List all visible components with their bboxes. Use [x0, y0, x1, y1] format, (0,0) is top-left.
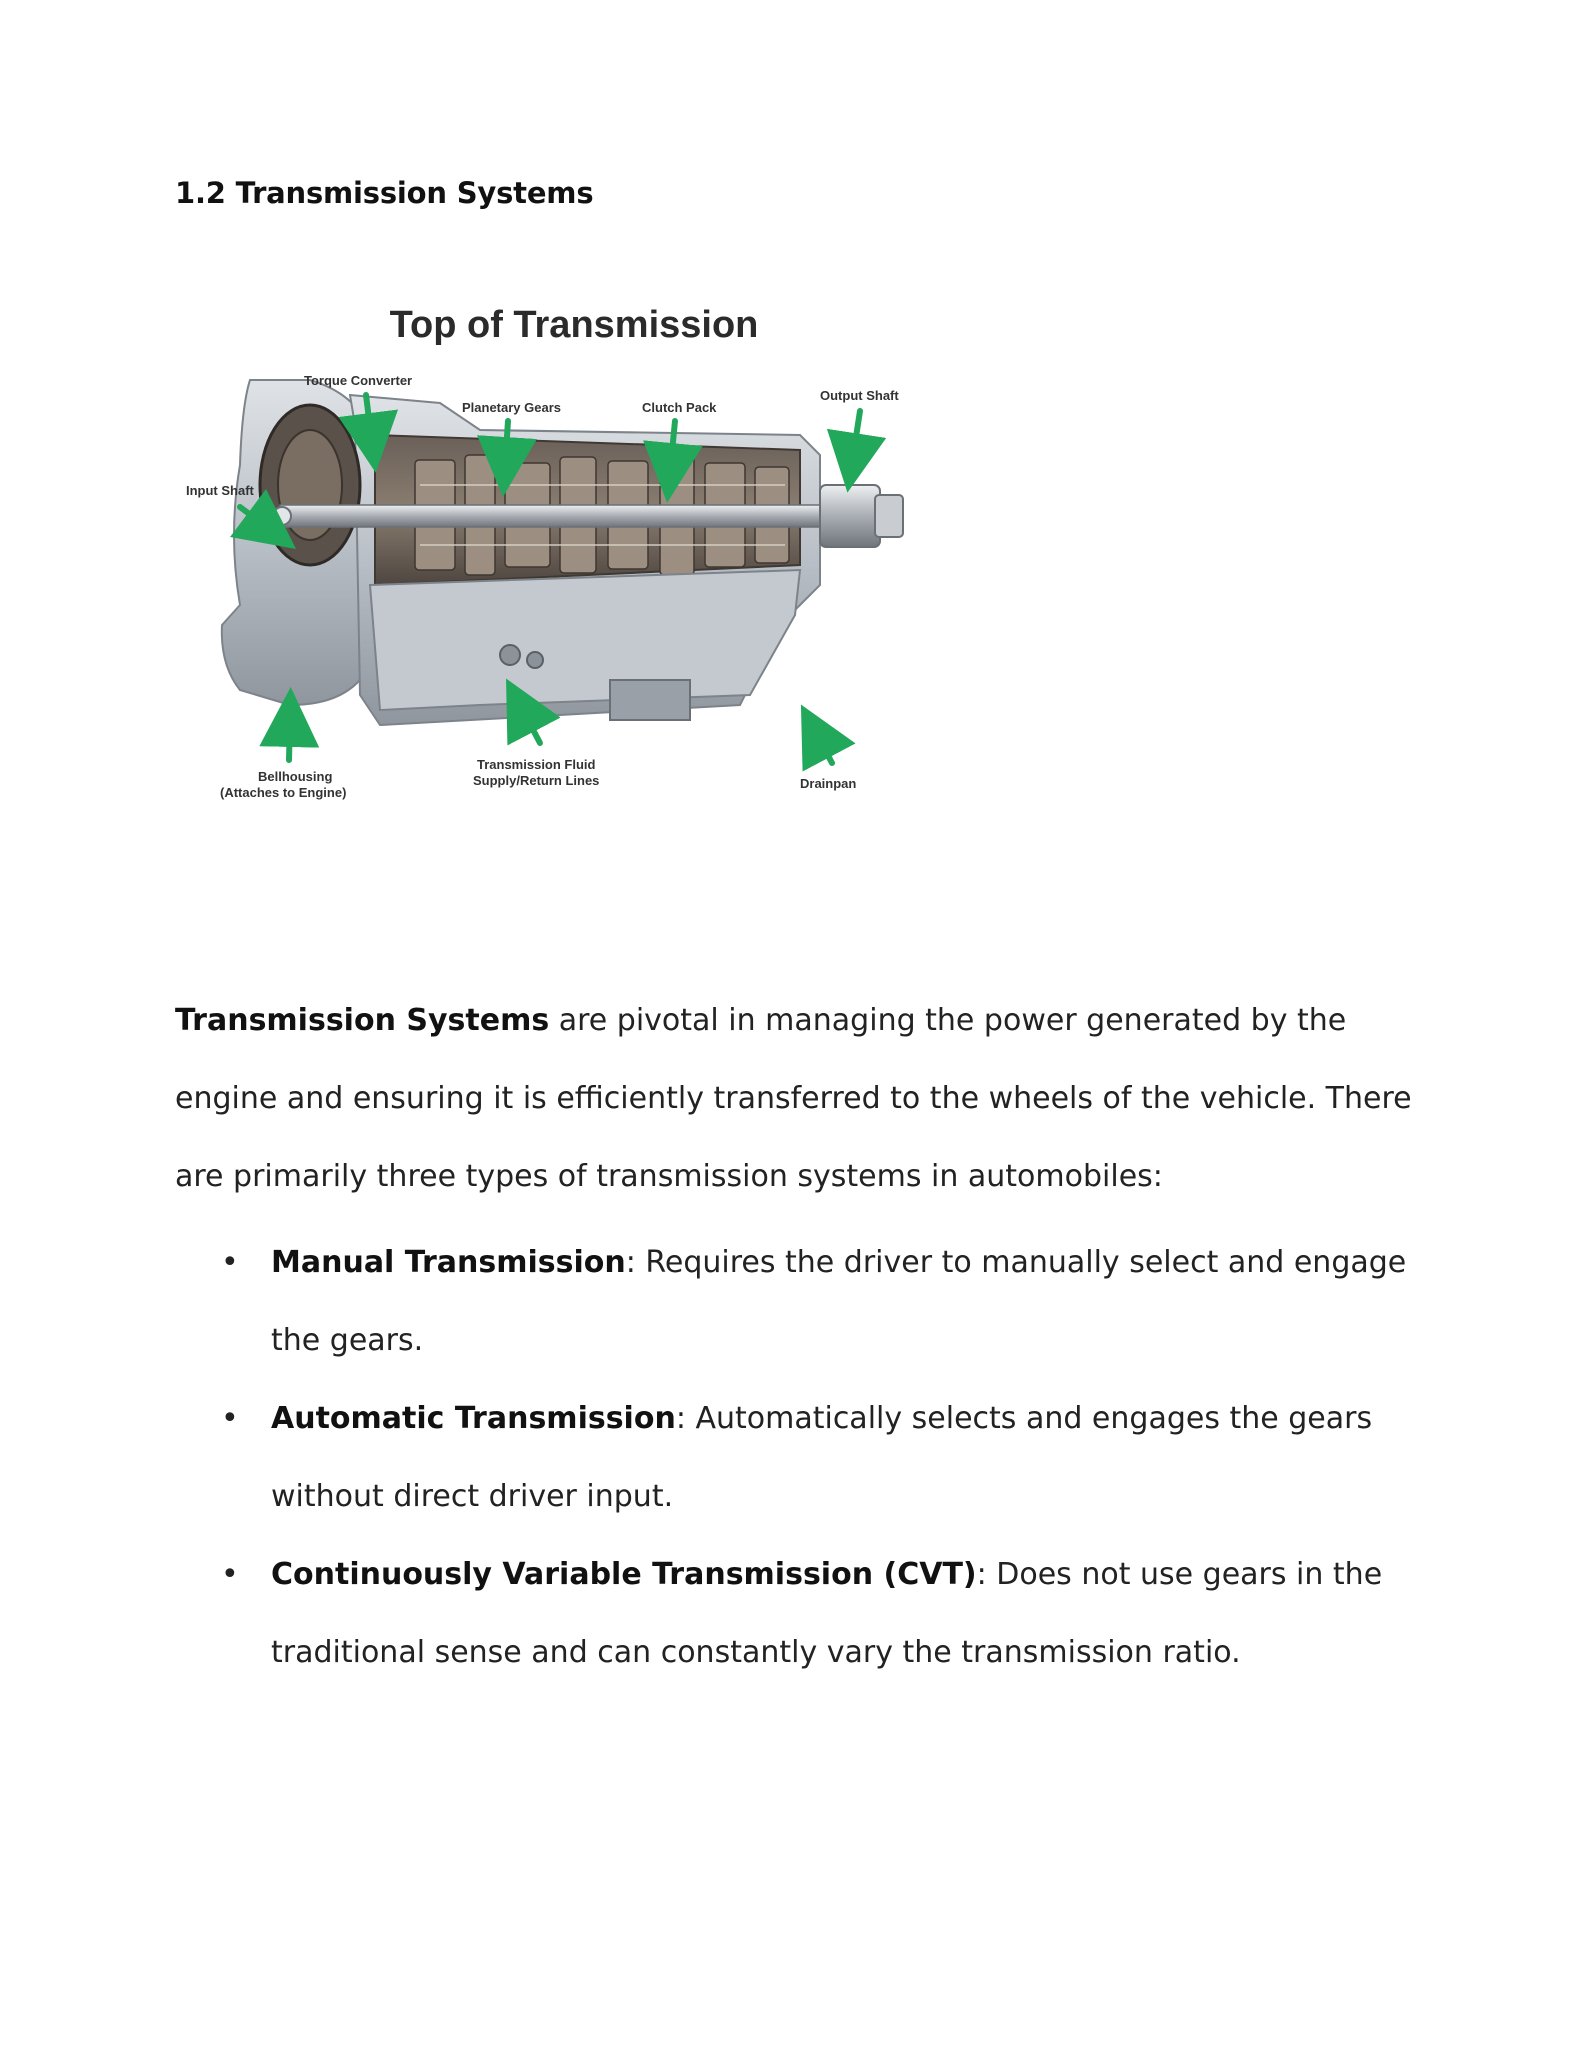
label-bellhousing: Bellhousing: [258, 769, 333, 784]
bullet-dot: •: [221, 1401, 239, 1436]
list-item-term: Manual Transmission: [271, 1245, 626, 1280]
intro-term: Transmission Systems: [175, 1003, 550, 1038]
list-item-desc: : Automatically selects and engages the gears without direct driver input.: [271, 1401, 1373, 1514]
list-item: [175, 1380, 1435, 1536]
transmission-body: [222, 380, 903, 725]
label-output-shaft: Output Shaft: [820, 388, 899, 403]
bullet-dot: •: [221, 1245, 239, 1280]
list-item-term: Automatic Transmission: [271, 1401, 676, 1436]
list-item-desc: : Requires the driver to manually select and engage the gears.: [271, 1245, 1407, 1358]
transmission-diagram: [180, 285, 960, 825]
transmission-types-list: [175, 1224, 1435, 1692]
label-bellhousing-note: (Attaches to Engine): [220, 785, 347, 800]
figure-title: Top of Transmission: [389, 304, 759, 346]
arrow-bellhousing: [289, 717, 290, 760]
list-item: [175, 1536, 1435, 1692]
label-fluid-lines-2: Supply/Return Lines: [473, 773, 600, 788]
label-input-shaft: Input Shaft: [186, 483, 254, 498]
arrow-drainpan: [815, 731, 832, 763]
list-item-desc: : Does not use gears in the traditional sense and can constantly vary the transmission ratio.: [271, 1557, 1383, 1670]
intro-text: are pivotal in managing the power generated by the engine and ensuring it is efficiently transferred to the wheels of the vehicle. There are primarily three types of transmission systems in automobiles:: [175, 1003, 1412, 1194]
label-torque-converter: Torque Converter: [304, 373, 413, 388]
label-planetary-gears: Planetary Gears: [462, 400, 562, 415]
arrow-planetary-gears: [505, 421, 508, 467]
label-drainpan: Drainpan: [800, 776, 857, 791]
list-item: [175, 1224, 1435, 1380]
label-fluid-lines: Transmission Fluid: [477, 757, 596, 772]
arrow-output-shaft: [852, 411, 860, 463]
label-clutch-pack: Clutch Pack: [642, 400, 717, 415]
bullet-dot: •: [221, 1557, 239, 1592]
intro-paragraph: [175, 982, 1435, 1216]
transmission-figure: [180, 285, 960, 825]
section-heading: 1.2 Transmission Systems: [175, 176, 594, 210]
list-item-term: Continuously Variable Transmission (CVT): [271, 1557, 977, 1592]
